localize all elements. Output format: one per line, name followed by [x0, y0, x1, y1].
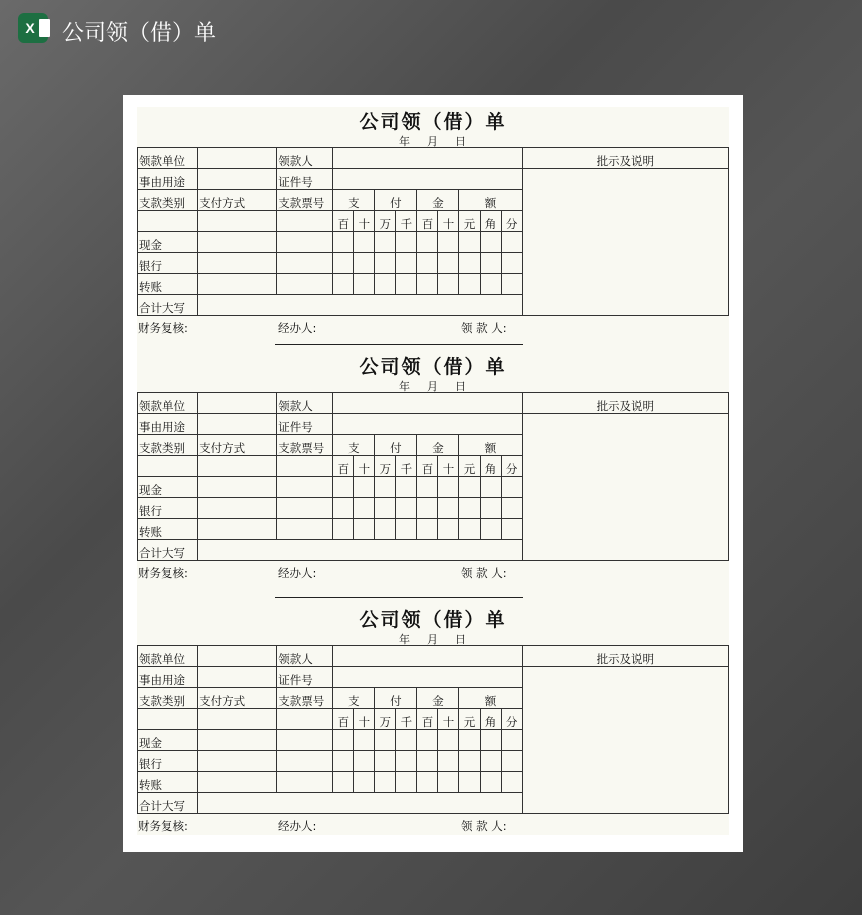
- form-2: [137, 352, 729, 587]
- label-handler: 经办人:: [278, 566, 317, 580]
- cell[interactable]: [277, 274, 333, 295]
- digit-label: 万: [375, 709, 396, 730]
- cell[interactable]: [417, 274, 438, 295]
- cell[interactable]: [396, 253, 417, 274]
- cell[interactable]: [480, 730, 501, 751]
- label-transfer: 转账: [138, 772, 198, 793]
- divider: [275, 344, 523, 345]
- cell[interactable]: [333, 253, 354, 274]
- digit-label: 十: [354, 709, 375, 730]
- cell[interactable]: [354, 232, 375, 253]
- cell[interactable]: [198, 519, 277, 540]
- cell[interactable]: [375, 232, 396, 253]
- label-total: 合计大写: [138, 793, 198, 814]
- label-unit: 领款单位: [138, 646, 198, 667]
- cell[interactable]: [396, 477, 417, 498]
- digit-label: 万: [375, 211, 396, 232]
- cell-purpose[interactable]: [198, 169, 277, 190]
- label-purpose: 事由用途: [138, 667, 198, 688]
- label-amount-fu: 付: [375, 190, 417, 211]
- date-day: 日: [455, 380, 466, 393]
- label-cash: 现金: [138, 730, 198, 751]
- form-table: [137, 147, 729, 316]
- date-year: 年: [399, 380, 410, 393]
- cell[interactable]: [459, 772, 480, 793]
- cell[interactable]: [396, 232, 417, 253]
- cell[interactable]: [333, 519, 354, 540]
- cell[interactable]: [438, 498, 459, 519]
- digit-label: 千: [396, 456, 417, 477]
- label-unit: 领款单位: [138, 148, 198, 169]
- cell[interactable]: [417, 232, 438, 253]
- digit-label: 十: [354, 211, 375, 232]
- digit-label: 元: [459, 709, 480, 730]
- cell[interactable]: [417, 253, 438, 274]
- cell[interactable]: [277, 477, 333, 498]
- label-receiver: 领 款 人:: [461, 321, 507, 335]
- date-day: 日: [455, 135, 466, 148]
- label-transfer: 转账: [138, 519, 198, 540]
- cell[interactable]: [354, 274, 375, 295]
- form-title: 公司领（借）单: [359, 609, 507, 631]
- label-review: 财务复核:: [138, 819, 188, 833]
- cell[interactable]: [480, 477, 501, 498]
- label-handler: 经办人:: [278, 819, 317, 833]
- cell[interactable]: [438, 730, 459, 751]
- cell[interactable]: [501, 253, 522, 274]
- label-category: 支款类别: [138, 190, 198, 211]
- label-approval: 批示及说明: [522, 148, 728, 169]
- cell-blank[interactable]: [138, 709, 198, 730]
- cell[interactable]: [459, 232, 480, 253]
- cell-approval[interactable]: [522, 667, 728, 814]
- cell-unit[interactable]: [198, 148, 277, 169]
- cell[interactable]: [480, 751, 501, 772]
- label-amount-jin: 金: [417, 190, 459, 211]
- cell[interactable]: [459, 477, 480, 498]
- cell[interactable]: [480, 498, 501, 519]
- cell[interactable]: [354, 498, 375, 519]
- cell-blank[interactable]: [277, 456, 333, 477]
- digit-label: 百: [333, 211, 354, 232]
- cell[interactable]: [501, 498, 522, 519]
- cell-total[interactable]: [198, 793, 523, 814]
- cell[interactable]: [459, 519, 480, 540]
- digit-label: 角: [480, 456, 501, 477]
- cell[interactable]: [480, 232, 501, 253]
- cell[interactable]: [333, 477, 354, 498]
- label-amount-e: 额: [459, 190, 522, 211]
- label-id: 证件号: [277, 169, 333, 190]
- cell[interactable]: [396, 751, 417, 772]
- label-pay-method: 支付方式: [198, 190, 277, 211]
- cell[interactable]: [501, 477, 522, 498]
- cell[interactable]: [198, 253, 277, 274]
- cell[interactable]: [396, 274, 417, 295]
- label-amount-jin: 金: [417, 688, 459, 709]
- cell-payee[interactable]: [333, 148, 522, 169]
- date-year: 年: [399, 633, 410, 646]
- cell[interactable]: [438, 274, 459, 295]
- label-review: 财务复核:: [138, 321, 188, 335]
- label-total: 合计大写: [138, 540, 198, 561]
- cell[interactable]: [417, 730, 438, 751]
- label-voucher: 支款票号: [277, 190, 333, 211]
- cell[interactable]: [333, 274, 354, 295]
- label-amount-jin: 金: [417, 435, 459, 456]
- label-payee: 领款人: [277, 393, 333, 414]
- cell-payee[interactable]: [333, 393, 522, 414]
- cell-unit[interactable]: [198, 393, 277, 414]
- cell[interactable]: [417, 772, 438, 793]
- label-receiver: 领 款 人:: [461, 566, 507, 580]
- digit-label: 分: [501, 211, 522, 232]
- cell[interactable]: [396, 498, 417, 519]
- digit-label: 分: [501, 456, 522, 477]
- cell[interactable]: [333, 730, 354, 751]
- label-category: 支款类别: [138, 688, 198, 709]
- cell-id[interactable]: [333, 169, 522, 190]
- digit-label: 分: [501, 709, 522, 730]
- cell[interactable]: [501, 730, 522, 751]
- digit-label: 万: [375, 456, 396, 477]
- label-pay-method: 支付方式: [198, 688, 277, 709]
- cell[interactable]: [198, 772, 277, 793]
- digit-label: 元: [459, 211, 480, 232]
- cell[interactable]: [396, 772, 417, 793]
- cell-total[interactable]: [198, 295, 523, 316]
- cell[interactable]: [333, 232, 354, 253]
- cell[interactable]: [277, 772, 333, 793]
- cell[interactable]: [354, 253, 375, 274]
- digit-label: 百: [333, 456, 354, 477]
- cell-approval[interactable]: [522, 169, 728, 316]
- cell[interactable]: [375, 751, 396, 772]
- cell-blank[interactable]: [198, 211, 277, 232]
- cell[interactable]: [277, 730, 333, 751]
- digit-label: 角: [480, 211, 501, 232]
- cell[interactable]: [375, 274, 396, 295]
- label-voucher: 支款票号: [277, 688, 333, 709]
- digit-label: 百: [333, 709, 354, 730]
- form-1: [137, 107, 729, 342]
- cell[interactable]: [277, 519, 333, 540]
- cell[interactable]: [354, 477, 375, 498]
- cell[interactable]: [333, 751, 354, 772]
- digit-label: 十: [438, 211, 459, 232]
- digit-label: 十: [438, 709, 459, 730]
- date-month: 月: [427, 135, 438, 148]
- label-handler: 经办人:: [278, 321, 317, 335]
- label-bank: 银行: [138, 498, 198, 519]
- spreadsheet-area: [137, 107, 729, 835]
- cell[interactable]: [277, 253, 333, 274]
- title-bar: [0, 0, 862, 60]
- cell[interactable]: [375, 477, 396, 498]
- cell[interactable]: [333, 498, 354, 519]
- cell[interactable]: [354, 730, 375, 751]
- cell[interactable]: [459, 730, 480, 751]
- cell[interactable]: [501, 772, 522, 793]
- label-approval: 批示及说明: [522, 646, 728, 667]
- date-day: 日: [455, 633, 466, 646]
- form-table: [137, 645, 729, 814]
- date-month: 月: [427, 633, 438, 646]
- label-purpose: 事由用途: [138, 169, 198, 190]
- cell[interactable]: [417, 751, 438, 772]
- digit-label: 百: [417, 211, 438, 232]
- cell[interactable]: [501, 751, 522, 772]
- label-transfer: 转账: [138, 274, 198, 295]
- cell[interactable]: [354, 751, 375, 772]
- cell[interactable]: [459, 751, 480, 772]
- digit-label: 十: [354, 456, 375, 477]
- cell[interactable]: [501, 232, 522, 253]
- cell-blank[interactable]: [198, 456, 277, 477]
- label-bank: 银行: [138, 751, 198, 772]
- cell[interactable]: [438, 519, 459, 540]
- digit-label: 千: [396, 709, 417, 730]
- cell-id[interactable]: [333, 414, 522, 435]
- digit-label: 十: [438, 456, 459, 477]
- digit-label: 百: [417, 709, 438, 730]
- cell[interactable]: [417, 498, 438, 519]
- document-title: 公司领（借）单: [62, 21, 217, 46]
- cell[interactable]: [438, 253, 459, 274]
- label-purpose: 事由用途: [138, 414, 198, 435]
- label-total: 合计大写: [138, 295, 198, 316]
- document-page: [123, 95, 743, 852]
- cell[interactable]: [438, 477, 459, 498]
- cell[interactable]: [277, 498, 333, 519]
- cell[interactable]: [198, 730, 277, 751]
- cell[interactable]: [480, 253, 501, 274]
- cell[interactable]: [198, 274, 277, 295]
- digit-label: 百: [417, 456, 438, 477]
- cell-unit[interactable]: [198, 646, 277, 667]
- cell[interactable]: [375, 253, 396, 274]
- label-bank: 银行: [138, 253, 198, 274]
- cell[interactable]: [375, 498, 396, 519]
- label-amount-fu: 付: [375, 435, 417, 456]
- cell-purpose[interactable]: [198, 667, 277, 688]
- label-amount-fu: 付: [375, 688, 417, 709]
- label-receiver: 领 款 人:: [461, 819, 507, 833]
- cell[interactable]: [198, 751, 277, 772]
- cell[interactable]: [396, 519, 417, 540]
- cell[interactable]: [438, 232, 459, 253]
- date-year: 年: [399, 135, 410, 148]
- label-amount-e: 额: [459, 435, 522, 456]
- label-payee: 领款人: [277, 148, 333, 169]
- cell[interactable]: [277, 232, 333, 253]
- date-month: 月: [427, 380, 438, 393]
- cell[interactable]: [198, 477, 277, 498]
- cell[interactable]: [438, 772, 459, 793]
- cell[interactable]: [417, 477, 438, 498]
- cell[interactable]: [333, 772, 354, 793]
- divider: [275, 597, 523, 598]
- cell-blank[interactable]: [138, 456, 198, 477]
- label-review: 财务复核:: [138, 566, 188, 580]
- form-3: [137, 605, 729, 840]
- digit-label: 千: [396, 211, 417, 232]
- form-title: 公司领（借）单: [359, 356, 507, 378]
- cell-blank[interactable]: [277, 709, 333, 730]
- label-cash: 现金: [138, 477, 198, 498]
- cell-blank[interactable]: [277, 211, 333, 232]
- cell-approval[interactable]: [522, 414, 728, 561]
- cell-payee[interactable]: [333, 646, 522, 667]
- cell[interactable]: [198, 232, 277, 253]
- cell[interactable]: [438, 751, 459, 772]
- label-payee: 领款人: [277, 646, 333, 667]
- cell[interactable]: [198, 498, 277, 519]
- label-unit: 领款单位: [138, 393, 198, 414]
- cell[interactable]: [375, 730, 396, 751]
- label-id: 证件号: [277, 414, 333, 435]
- label-amount-zhi: 支: [333, 688, 375, 709]
- excel-icon: X: [18, 13, 48, 43]
- cell[interactable]: [354, 519, 375, 540]
- cell[interactable]: [277, 751, 333, 772]
- digit-label: 元: [459, 456, 480, 477]
- cell-blank[interactable]: [138, 211, 198, 232]
- label-pay-method: 支付方式: [198, 435, 277, 456]
- cell[interactable]: [480, 772, 501, 793]
- digit-label: 角: [480, 709, 501, 730]
- cell[interactable]: [501, 274, 522, 295]
- label-cash: 现金: [138, 232, 198, 253]
- cell[interactable]: [396, 730, 417, 751]
- cell[interactable]: [501, 519, 522, 540]
- cell-purpose[interactable]: [198, 414, 277, 435]
- cell-id[interactable]: [333, 667, 522, 688]
- label-voucher: 支款票号: [277, 435, 333, 456]
- cell-blank[interactable]: [198, 709, 277, 730]
- label-amount-e: 额: [459, 688, 522, 709]
- cell[interactable]: [375, 772, 396, 793]
- cell[interactable]: [459, 274, 480, 295]
- label-approval: 批示及说明: [522, 393, 728, 414]
- cell[interactable]: [480, 274, 501, 295]
- cell[interactable]: [459, 253, 480, 274]
- cell[interactable]: [459, 498, 480, 519]
- form-title: 公司领（借）单: [359, 111, 507, 133]
- cell[interactable]: [480, 519, 501, 540]
- label-amount-zhi: 支: [333, 435, 375, 456]
- cell[interactable]: [375, 519, 396, 540]
- form-table: [137, 392, 729, 561]
- label-category: 支款类别: [138, 435, 198, 456]
- label-amount-zhi: 支: [333, 190, 375, 211]
- label-id: 证件号: [277, 667, 333, 688]
- cell[interactable]: [354, 772, 375, 793]
- cell[interactable]: [417, 519, 438, 540]
- cell-total[interactable]: [198, 540, 523, 561]
